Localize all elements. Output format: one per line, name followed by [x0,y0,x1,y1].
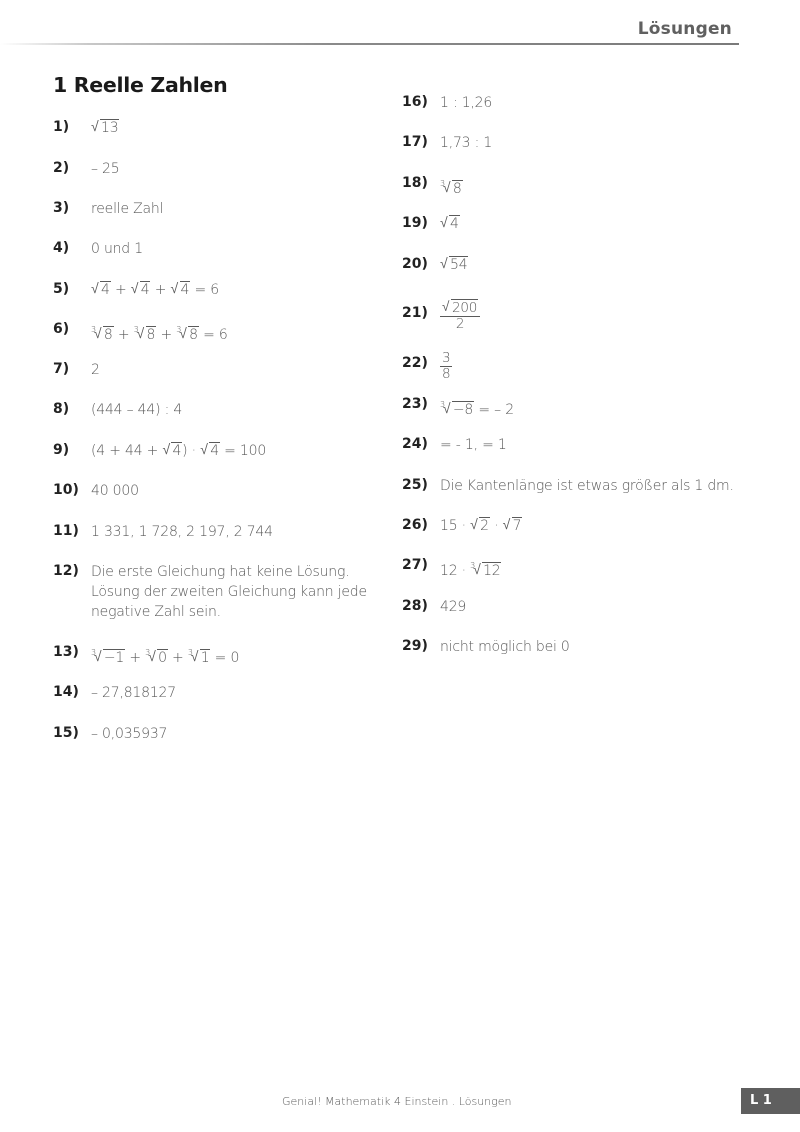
item-answer: √ 4 + √ 4 + √ 4 = 6 [91,280,219,300]
section-title: 1 Reelle Zahlen [53,73,228,97]
answer-item [402,255,468,275]
item-answer: 15 · √ 2 · √ 7 [440,516,522,536]
answer-item [53,159,119,179]
item-answer: 429 [440,599,467,615]
item-answer: 40 000 [91,483,139,499]
item-answer [440,298,480,332]
answer-item [53,360,100,380]
answer-item [402,133,492,153]
item-number: 11) [53,523,79,539]
header-divider [0,43,739,45]
answer-item [53,683,176,703]
item-number: 29) [402,638,428,654]
item-answer: Die erste Gleichung hat keine Lösung. Lösung der zweiten Gleichung kann jede negative Zahl sein. [91,564,367,620]
item-answer: – 27,818127 [91,685,176,701]
item-answer: – 0,035937 [91,726,168,742]
answer-item [402,395,514,420]
item-answer: 0 und 1 [91,241,143,257]
answer-item [402,637,570,657]
fraction: $\frac{3}{8}$ [442,350,451,382]
item-answer: 2 [91,362,100,378]
fraction: √ $\frac{200}{2}$ [440,301,480,332]
answer-item [53,481,139,501]
page-badge: L 1 [741,1088,800,1114]
header-title: Lösungen [637,19,732,39]
item-number: 6) [53,321,70,337]
item-answer: $^3$ √ 8 [440,174,463,199]
item-answer: $^3$ √ −1 + $^3$ √ 0 + $^3$ √ 1 = 0 [91,643,239,668]
item-number: 7) [53,361,70,377]
sqrt-symbol: √ 13 [91,118,119,138]
item-number: 1) [53,119,70,135]
item-answer: $^3$ √ −8 = – 2 [440,395,514,420]
item-number: 10) [53,482,79,498]
answer-item [53,643,239,668]
item-number: 23) [402,396,428,412]
item-number: 13) [53,644,79,660]
item-number: 5) [53,281,70,297]
answer-item [53,239,143,259]
answer-item [402,350,452,382]
item-number: 28) [402,598,428,614]
item-answer: √ 54 [440,255,468,275]
item-number: 26) [402,517,428,533]
item-number: 25) [402,477,428,493]
item-answer: nicht möglich bei 0 [440,639,570,655]
answer-item [53,724,167,744]
answer-item [53,441,266,461]
answer-item [53,280,219,300]
item-number: 27) [402,557,428,573]
answer-item [53,320,228,345]
item-answer: 12 · $^3$ √ 12 [440,556,501,581]
item-number: 8) [53,401,70,417]
item-answer: = - 1, = 1 [440,437,507,453]
item-answer [440,348,452,382]
item-answer: 1 : 1,26 [440,95,493,111]
item-number: 4) [53,240,70,256]
item-number: 3) [53,200,70,216]
item-answer: (444 – 44) : 4 [91,402,183,418]
item-number: 12) [53,563,79,579]
answer-item [402,556,501,581]
item-number: 17) [402,134,428,150]
answer-item [53,522,273,542]
item-number: 21) [402,305,428,321]
item-answer: $^3$ √ 8 + $^3$ √ 8 + $^3$ √ 8 = 6 [91,320,228,345]
answer-item [402,435,507,455]
answer-item [402,93,492,113]
item-answer: 1 331, 1 728, 2 197, 2 744 [91,524,273,540]
item-number: 22) [402,355,428,371]
item-number: 20) [402,256,428,272]
answer-item [402,214,460,234]
answer-item [53,199,163,219]
item-answer: (4 + 44 + √ 4) · √ 4 = 100 [91,441,266,461]
item-answer [91,118,119,138]
answer-item [402,300,480,332]
answer-item [53,118,119,138]
item-answer: reelle Zahl [91,201,164,217]
item-answer: √ 4 [440,214,460,234]
item-number: 18) [402,175,428,191]
answer-item [53,400,182,420]
item-answer: Die Kantenlänge ist etwas größer als 1 dm. [440,478,734,494]
item-number: 9) [53,442,70,458]
answer-item [402,174,463,199]
item-number: 19) [402,215,428,231]
item-number: 16) [402,94,428,110]
answer-item [402,476,734,496]
item-answer: 1,73 : 1 [440,135,493,151]
item-number: 14) [53,684,79,700]
answer-item [402,516,522,536]
answer-item [53,562,376,622]
item-answer: – 25 [91,161,120,177]
item-number: 15) [53,725,79,741]
answer-item [402,597,466,617]
item-number: 2) [53,160,70,176]
footer-text: Genial! Mathematik 4 Einstein . Lösungen [282,1095,512,1108]
item-number: 24) [402,436,428,452]
